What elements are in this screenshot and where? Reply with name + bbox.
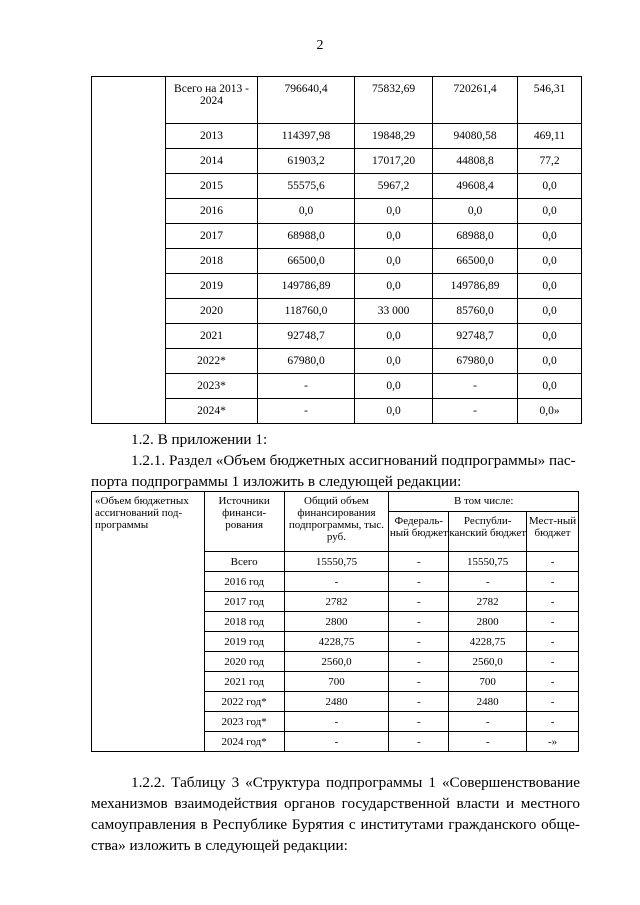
table-row [92,199,582,224]
cell-local: 0,0 [518,299,582,324]
cell-src: 2018 год [204,612,284,632]
cell-federal: 0,0 [355,199,433,224]
cell-total: 149786,89 [258,274,355,299]
page-number: 2 [316,38,324,53]
cell-tot: - [284,572,389,592]
cell-republic: 92748,7 [433,324,518,349]
cell-loc: - [527,672,579,692]
cell-src: 2017 год [204,592,284,612]
paragraph-1-2-2 [91,772,580,856]
cell-rep: 4228,75 [449,632,527,652]
cell-rep: - [449,712,527,732]
cell-fed: - [389,572,449,592]
cell-fed: - [389,612,449,632]
cell-tot: 2800 [284,612,389,632]
cell-tot: 2782 [284,592,389,612]
table-row [92,149,582,174]
cell-federal: 0,0 [355,399,433,424]
cell-rep: 2800 [449,612,527,632]
cell-src: 2023 год* [204,712,284,732]
table-row [92,324,582,349]
header-local: Мест-ный бюджет [527,512,579,552]
cell-fed: - [389,592,449,612]
cell-rep: 2480 [449,692,527,712]
paragraph-line: самоуправления в Республике Бурятия с институтами гражданского обще- [91,816,580,833]
cell-federal: 0,0 [355,324,433,349]
cell-tot: 2480 [284,692,389,712]
cell-republic: 0,0 [433,199,518,224]
cell-federal: 0,0 [355,249,433,274]
header-federal: Федераль-ный бюджет [389,512,449,552]
cell-republic: 68988,0 [433,224,518,249]
cell-total: 796640,4 [258,77,355,124]
cell-fed: - [389,712,449,732]
cell-fed: - [389,692,449,712]
cell-total: 61903,2 [258,149,355,174]
table-row [92,374,582,399]
cell-loc: - [527,612,579,632]
paragraph-1-2-1-cont: порта подпрограммы 1 изложить в следующей редакции: [91,473,462,490]
year-cell: 2020 [166,299,258,324]
cell-local: 0,0 [518,349,582,374]
cell-loc: - [527,552,579,572]
total-label: Всего на 2013 - 2024 [166,77,258,124]
table-row [92,399,582,424]
year-cell: 2016 [166,199,258,224]
table-row [92,274,582,299]
cell-federal: 0,0 [355,224,433,249]
year-cell: 2013 [166,124,258,149]
cell-local: 77,2 [518,149,582,174]
year-cell: 2018 [166,249,258,274]
cell-local: 0,0» [518,399,582,424]
cell-local: 0,0 [518,274,582,299]
table-row [92,249,582,274]
cell-federal: 75832,69 [355,77,433,124]
cell-republic: 67980,0 [433,349,518,374]
cell-rep: - [449,732,527,752]
cell-total: 66500,0 [258,249,355,274]
cell-republic: 149786,89 [433,274,518,299]
cell-loc: - [527,712,579,732]
cell-republic: - [433,374,518,399]
cell-federal: 19848,29 [355,124,433,149]
cell-src: 2022 год* [204,692,284,712]
cell-federal: 0,0 [355,274,433,299]
table-row [92,492,579,512]
header-total: Общий объем финансирования подпрограммы, тыс. руб. [284,492,389,552]
cell-src: 2016 год [204,572,284,592]
cell-federal: 0,0 [355,349,433,374]
year-cell: 2023* [166,374,258,399]
cell-federal: 5967,2 [355,174,433,199]
cell-local: 0,0 [518,174,582,199]
cell-local: 546,31 [518,77,582,124]
cell-federal: 17017,20 [355,149,433,174]
cell-fed: - [389,632,449,652]
cell-federal: 33 000 [355,299,433,324]
cell-total: 68988,0 [258,224,355,249]
paragraph-1-2: 1.2. В приложении 1: [131,431,268,448]
table-row [92,224,582,249]
cell-tot: 4228,75 [284,632,389,652]
cell-tot: - [284,712,389,732]
cell-tot: 2560,0 [284,652,389,672]
cell-rep: - [449,572,527,592]
cell-rep: 15550,75 [449,552,527,572]
year-cell: 2019 [166,274,258,299]
cell-local: 0,0 [518,249,582,274]
cell-total: - [258,399,355,424]
cell-src: 2024 год* [204,732,284,752]
cell-local: 0,0 [518,374,582,399]
cell-loc: - [527,692,579,712]
cell-fed: - [389,552,449,572]
cell-tot: 700 [284,672,389,692]
cell-total: 67980,0 [258,349,355,374]
cell-src: Всего [204,552,284,572]
cell-fed: - [389,652,449,672]
cell-total: 92748,7 [258,324,355,349]
year-cell: 2022* [166,349,258,374]
cell-federal: 0,0 [355,374,433,399]
cell-total: 118760,0 [258,299,355,324]
cell-total: 55575,6 [258,174,355,199]
cell-total: - [258,374,355,399]
table-row [92,77,582,124]
paragraph-line: ства» изложить в следующей редакции: [91,837,348,854]
cell-republic: - [433,399,518,424]
cell-local: 0,0 [518,199,582,224]
empty-first-column [92,77,166,424]
cell-loc: - [527,652,579,672]
year-cell: 2021 [166,324,258,349]
cell-republic: 85760,0 [433,299,518,324]
year-cell: 2015 [166,174,258,199]
header-source: Источники финанси-рования [204,492,284,552]
cell-rep: 2560,0 [449,652,527,672]
cell-loc: - [527,572,579,592]
cell-local: 0,0 [518,224,582,249]
table-row [92,174,582,199]
cell-loc: - [527,592,579,612]
table-row [92,349,582,374]
header-including: В том числе: [389,492,579,512]
cell-total: 114397,98 [258,124,355,149]
year-cell: 2017 [166,224,258,249]
subprogram-funding-table [91,491,579,752]
cell-tot: - [284,732,389,752]
paragraph-1-2-1: 1.2.1. Раздел «Объем бюджетных ассигнований подпрограммы» пас- [131,452,576,469]
paragraph-line: 1.2.2. Таблицу 3 «Структура подпрограммы 1 «Совершенствование [131,774,580,791]
cell-src: 2021 год [204,672,284,692]
cell-src: 2019 год [204,632,284,652]
cell-fed: - [389,672,449,692]
cell-total: 0,0 [258,199,355,224]
cell-republic: 44808,8 [433,149,518,174]
cell-local: 0,0 [518,324,582,349]
budget-table-by-year [91,76,582,424]
cell-fed: - [389,732,449,752]
cell-rep: 700 [449,672,527,692]
cell-republic: 94080,58 [433,124,518,149]
section-label: «Объем бюджетных ассигнований под-программы [92,492,205,752]
cell-republic: 720261,4 [433,77,518,124]
cell-republic: 66500,0 [433,249,518,274]
cell-loc: - [527,632,579,652]
cell-local: 469,11 [518,124,582,149]
cell-loc: -» [527,732,579,752]
table-row [92,124,582,149]
cell-tot: 15550,75 [284,552,389,572]
cell-rep: 2782 [449,592,527,612]
cell-republic: 49608,4 [433,174,518,199]
table-row [92,299,582,324]
header-republic: Республи-канский бюджет [449,512,527,552]
cell-src: 2020 год [204,652,284,672]
paragraph-line: механизмов взаимодействия органов государственной власти и местного [91,795,580,812]
year-cell: 2014 [166,149,258,174]
year-cell: 2024* [166,399,258,424]
